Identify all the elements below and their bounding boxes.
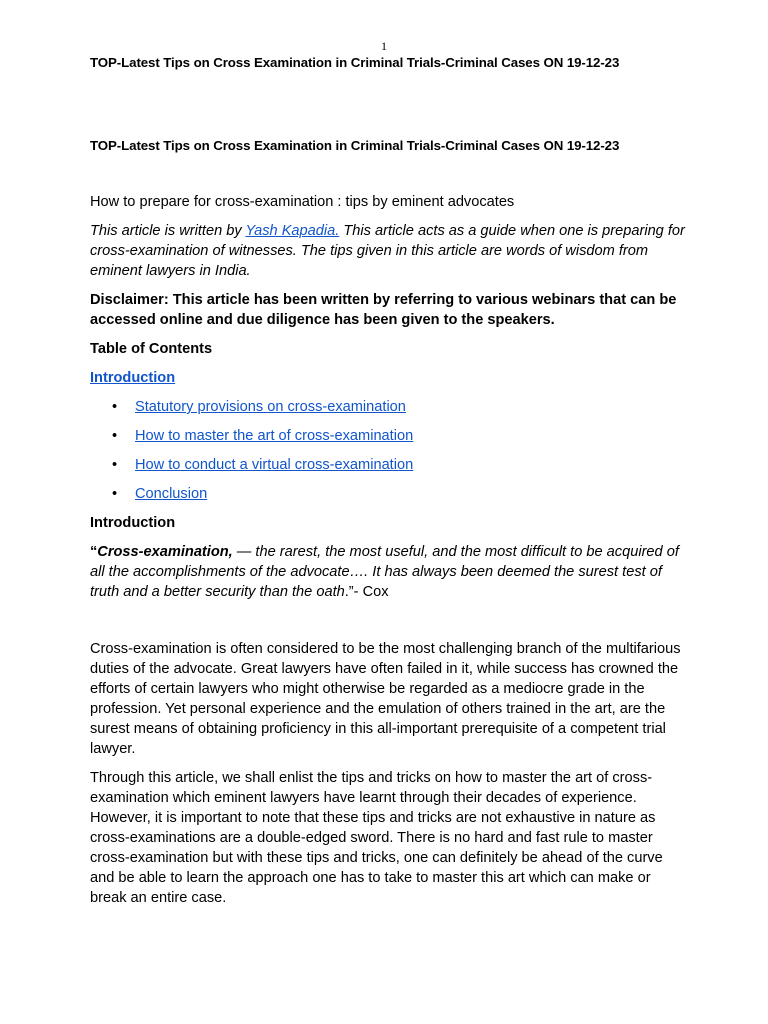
byline — [90, 221, 686, 281]
toc-link-statutory-provisions[interactable]: Statutory provisions on cross-examination — [135, 399, 406, 415]
disclaimer: Disclaimer: This article has been written by referring to various webinars that can be accessed online and due diligence has been given to the speakers. — [90, 292, 677, 328]
quote-body: — the rarest, the most useful, and the most difficult to be acquired of all the accomplishments of the advocate…. It has always been deemed the surest test of truth and a better security than the oath — [90, 544, 679, 600]
author-link[interactable]: Yash Kapadia. — [245, 223, 340, 239]
toc-list — [90, 397, 686, 504]
paragraph: Cross-examination is often considered to be the most challenging branch of the multifarious duties of the advocate. Great lawyers have often failed in it, while success has crowned the efforts of certain lawyers who might otherwise be regarded as a mediocre grade in the profession. Yet personal experience and the emulation of others trained in the art, are the surest means of obtaining proficiency in this all-important prerequisite of a competent trial lawyer. — [90, 641, 681, 757]
paragraph: Through this article, we shall enlist the tips and tricks on how to master the art of cross-examination which eminent lawyers have learnt through their decades of experience. However, it is important to note that these tips and tricks are not exhaustive in nature as cross-examinations are a double-edged sword. There is no hard and fast rule to master cross-examination but with these tips and tricks, one can definitely be ahead of the curve and be able to learn the approach one has to take to master this art which can make or break an entire case. — [90, 770, 663, 906]
page-number: 1 — [381, 39, 387, 53]
bullet-icon: • — [112, 486, 118, 502]
quote — [90, 542, 686, 602]
toc-item — [90, 455, 686, 475]
quote-term: Cross-examination, — [97, 544, 233, 560]
quote-attribution: .”- Cox — [344, 584, 389, 600]
bullet-icon: • — [112, 399, 118, 415]
toc-link-master-art[interactable]: How to master the art of cross-examination — [135, 428, 414, 444]
toc-intro — [90, 368, 686, 388]
running-header: TOP-Latest Tips on Cross Examination in Criminal Trials-Criminal Cases ON 19-12-23 — [90, 55, 620, 70]
toc-link-virtual[interactable]: How to conduct a virtual cross-examination — [135, 457, 414, 473]
toc-link-conclusion[interactable]: Conclusion — [135, 486, 208, 502]
toc-link-introduction[interactable]: Introduction — [90, 370, 176, 386]
document-body — [90, 136, 686, 908]
subtitle: How to prepare for cross-examination : tips by eminent advocates — [90, 194, 515, 210]
bullet-icon: • — [112, 428, 118, 444]
toc-item — [90, 484, 686, 504]
introduction-heading: Introduction — [90, 515, 176, 531]
toc-item — [90, 426, 686, 446]
bullet-icon: • — [112, 457, 118, 473]
toc-heading: Table of Contents — [90, 341, 213, 357]
byline-after: This article acts as a guide when one is preparing for cross-examination of witnesses. The tips given in this article are words of wisdom from eminent lawyers in India. — [90, 223, 685, 279]
byline-before: This article is written by — [90, 223, 246, 239]
document-title: TOP-Latest Tips on Cross Examination in Criminal Trials-Criminal Cases ON 19-12-23 — [90, 138, 620, 153]
toc-item — [90, 397, 686, 417]
quote-open: “ — [90, 544, 98, 560]
